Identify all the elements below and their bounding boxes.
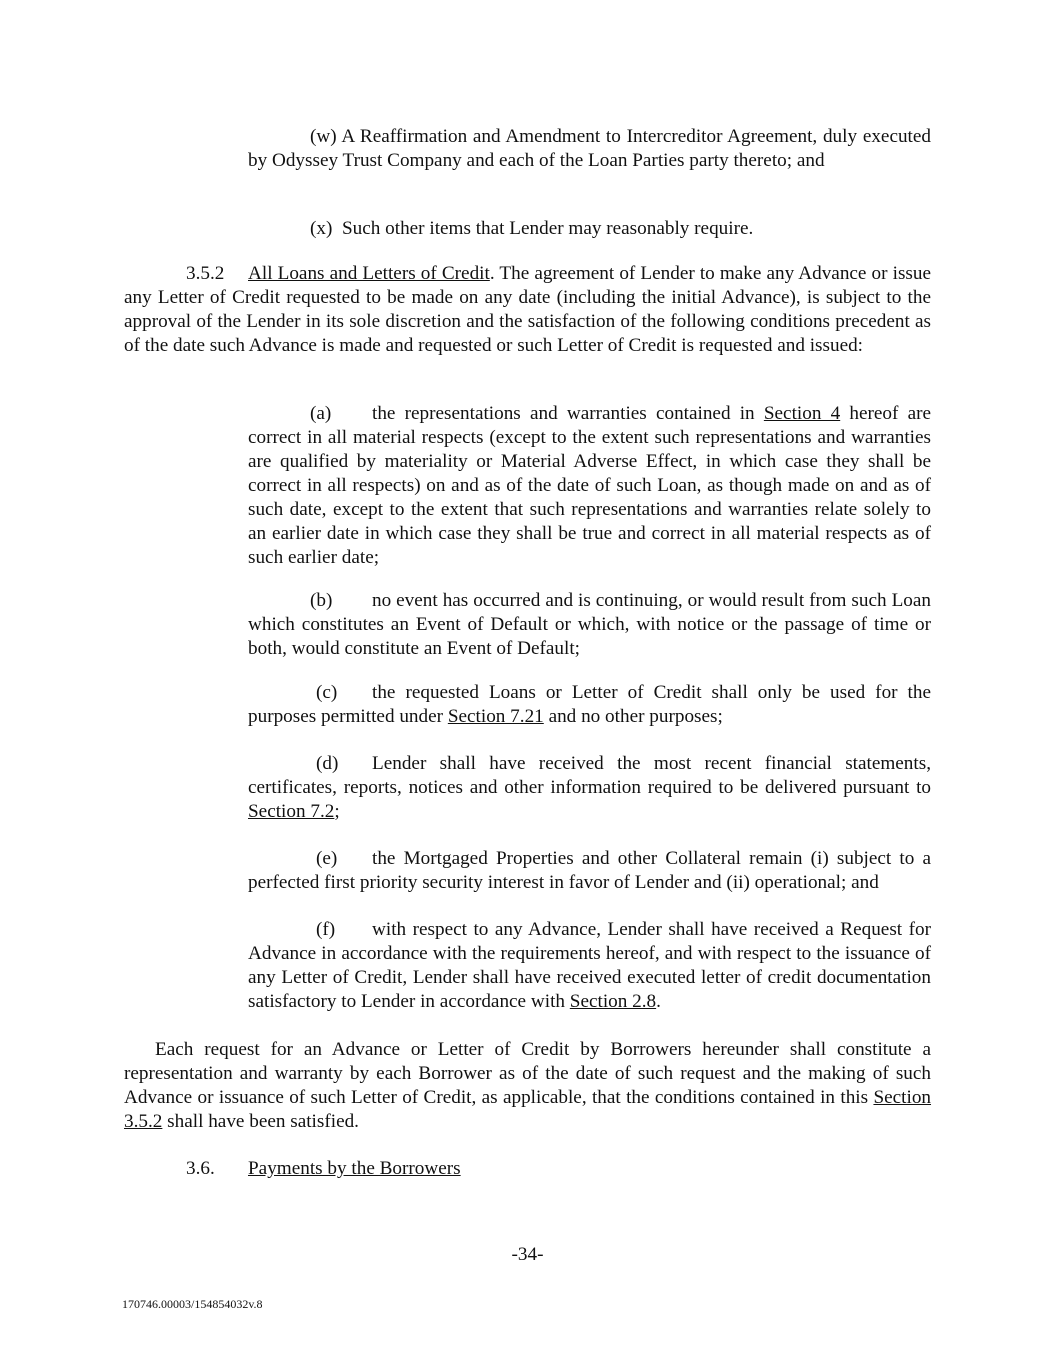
section-3-5-2-heading-end: .: [489, 263, 495, 284]
condition-a-text-after: hereof are correct in all material respects (except to the extent such representations and warranties are qualified by materiality or Material Adverse Effect, in which case they shall be correct in all respects) on and as of the date of such Loan, as though made on and as of such date, except to the extent that such representations and warranties relate solely to an earlier date in which case they shall be true and correct in all material respects as of such earlier date;: [248, 403, 932, 568]
section-7-2-reference: Section 7.2: [248, 801, 335, 822]
section-3-6-heading: Payments by the Borrowers: [248, 1158, 461, 1179]
condition-e-label: (e): [316, 848, 338, 869]
item-x-label: (x): [310, 218, 333, 239]
section-3-6-number: 3.6.: [186, 1158, 215, 1179]
closing-paragraph: [124, 1038, 931, 1134]
condition-f: [248, 918, 931, 1014]
condition-a: [248, 402, 931, 570]
condition-b-label: (b): [310, 590, 333, 611]
section-4-reference: Section 4: [763, 403, 841, 424]
section-7-21-reference: Section 7.21: [447, 706, 544, 727]
closing-text-before: Each request for an Advance or Letter of Credit by Borrowers hereunder shall constitute a representation and warranty by each Borrower as of the date of such request and the making of such Advance or issuance of such Letter of Credit, as applicable, that the conditions contained in this: [124, 1039, 931, 1108]
condition-f-text-before: with respect to any Advance, Lender shall have received a Request for Advance in accordance with the requirements hereof, and with respect to the issuance of any Letter of Credit, Lender shall have received executed letter of credit documentation satisfactory to Lender in accordance with: [248, 919, 931, 1012]
document-id-footer: 170746.00003/154854032v.8: [122, 1297, 263, 1311]
page-number: -34-: [511, 1244, 544, 1265]
item-w-label: (w): [310, 126, 337, 147]
section-3-5-2-intro: The agreement of Lender to make any Advance or issue any Letter of Credit requested to be made on any date (including the initial Advance), is subject to the approval of the Lender in its sole discretion and the satisfaction of the following conditions precedent as of the date such Advance is made and requested or such Letter of Credit is requested and issued:: [124, 263, 931, 356]
section-2-8-reference: Section 2.8: [569, 991, 657, 1012]
item-w-text: A Reaffirmation and Amendment to Intercreditor Agreement, duly executed by Odyssey Trust Company and each of the Loan Parties party thereto; and: [248, 126, 931, 171]
section-3-5-2-number: 3.5.2: [186, 263, 225, 284]
condition-f-text-after: .: [656, 991, 661, 1012]
condition-d-label: (d): [316, 753, 339, 774]
condition-f-label: (f): [316, 919, 336, 940]
section-3-5-2-reference: Section 3.5.2: [124, 1087, 932, 1132]
condition-d: [248, 752, 931, 824]
section-3-5-2-paragraph: [124, 262, 931, 358]
condition-a-label: (a): [310, 403, 332, 424]
condition-c-label: (c): [316, 682, 338, 703]
section-3-5-2-heading: All Loans and Letters of Credit: [248, 263, 490, 284]
condition-a-text-before: the representations and warranties contained in: [372, 403, 755, 424]
condition-d-text-after: ;: [334, 801, 340, 822]
section-3-6-heading-line: [186, 1157, 931, 1181]
condition-c-text-after: and no other purposes;: [548, 706, 723, 727]
condition-b-text: no event has occurred and is continuing, or would result from such Loan which constitutes an Event of Default or which, with notice or the passage of time or both, would constitute an Event of Default;: [248, 590, 931, 659]
item-x: [310, 217, 931, 241]
item-x-text: Such other items that Lender may reasonably require.: [341, 218, 754, 239]
condition-c-text-before: the requested Loans or Letter of Credit shall only be used for the purposes permitted under: [248, 682, 931, 727]
item-w: [248, 125, 931, 173]
condition-e-text: the Mortgaged Properties and other Collateral remain (i) subject to a perfected first priority security interest in favor of Lender and (ii) operational; and: [248, 848, 931, 893]
condition-e: [248, 847, 931, 895]
condition-c: [248, 681, 931, 729]
closing-text-after: shall have been satisfied.: [167, 1111, 359, 1132]
condition-d-text-before: Lender shall have received the most recent financial statements, certificates, reports, notices and other information required to be delivered pursuant to: [248, 753, 931, 798]
condition-b: [248, 589, 931, 661]
